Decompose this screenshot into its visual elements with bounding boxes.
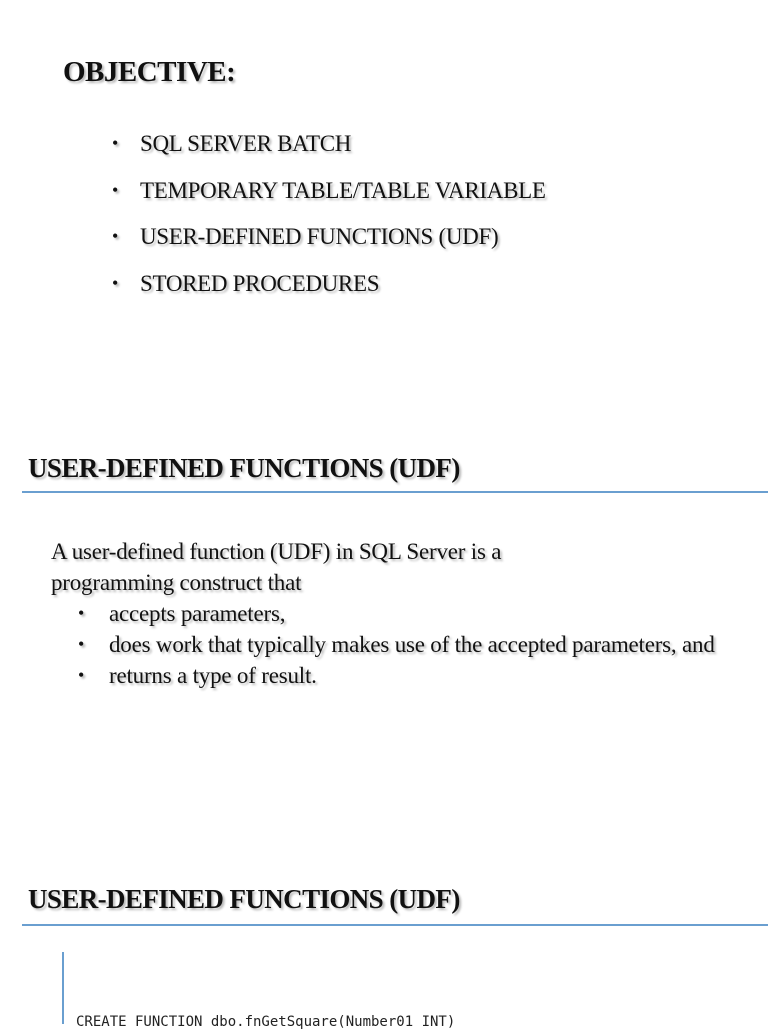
list-item [112,120,546,167]
code-line: CREATE FUNCTION dbo.fnGetSquare(Number01 INT) [76,1014,456,1030]
bullet-icon: • [112,133,119,153]
heading-divider [22,924,768,926]
list-item-label: SQL SERVER BATCH [140,131,352,156]
list-item-label: accepts parameters, [109,601,286,626]
objective-list [112,120,546,306]
list-item-label: USER-DEFINED FUNCTIONS (UDF) [140,224,499,249]
list-item [78,660,737,691]
list-item [112,213,546,260]
code-block-border [62,952,64,1024]
objective-slide [0,0,768,420]
bullet-icon: • [78,603,85,623]
bullet-icon: • [78,634,85,654]
heading-divider [22,491,768,493]
bullet-icon: • [112,272,119,293]
udf-code-heading: USER-DEFINED FUNCTIONS (UDF) [28,884,460,914]
objective-title: OBJECTIVE: [63,56,236,88]
list-item-label: returns a type of result. [109,663,317,688]
bullet-icon: • [78,665,85,685]
udf-definition-intro-line2: programming construct that [51,570,302,595]
udf-definition-text [51,536,737,598]
list-item [78,629,737,660]
bullet-icon: • [112,226,119,246]
list-item [112,260,546,307]
udf-characteristics-list [78,598,737,691]
list-item [78,598,737,629]
udf-definition-heading: USER-DEFINED FUNCTIONS (UDF) [28,453,460,483]
list-item-label: does work that typically makes use of the accepted parameters, and [109,632,715,657]
list-item-label: TEMPORARY TABLE/TABLE VARIABLE [140,177,546,203]
list-item-label: STORED PROCEDURES [140,270,380,296]
list-item [112,167,546,214]
bullet-icon: • [112,179,119,200]
udf-definition-intro-line1: A user-defined function (UDF) in SQL Server is a [51,539,502,564]
